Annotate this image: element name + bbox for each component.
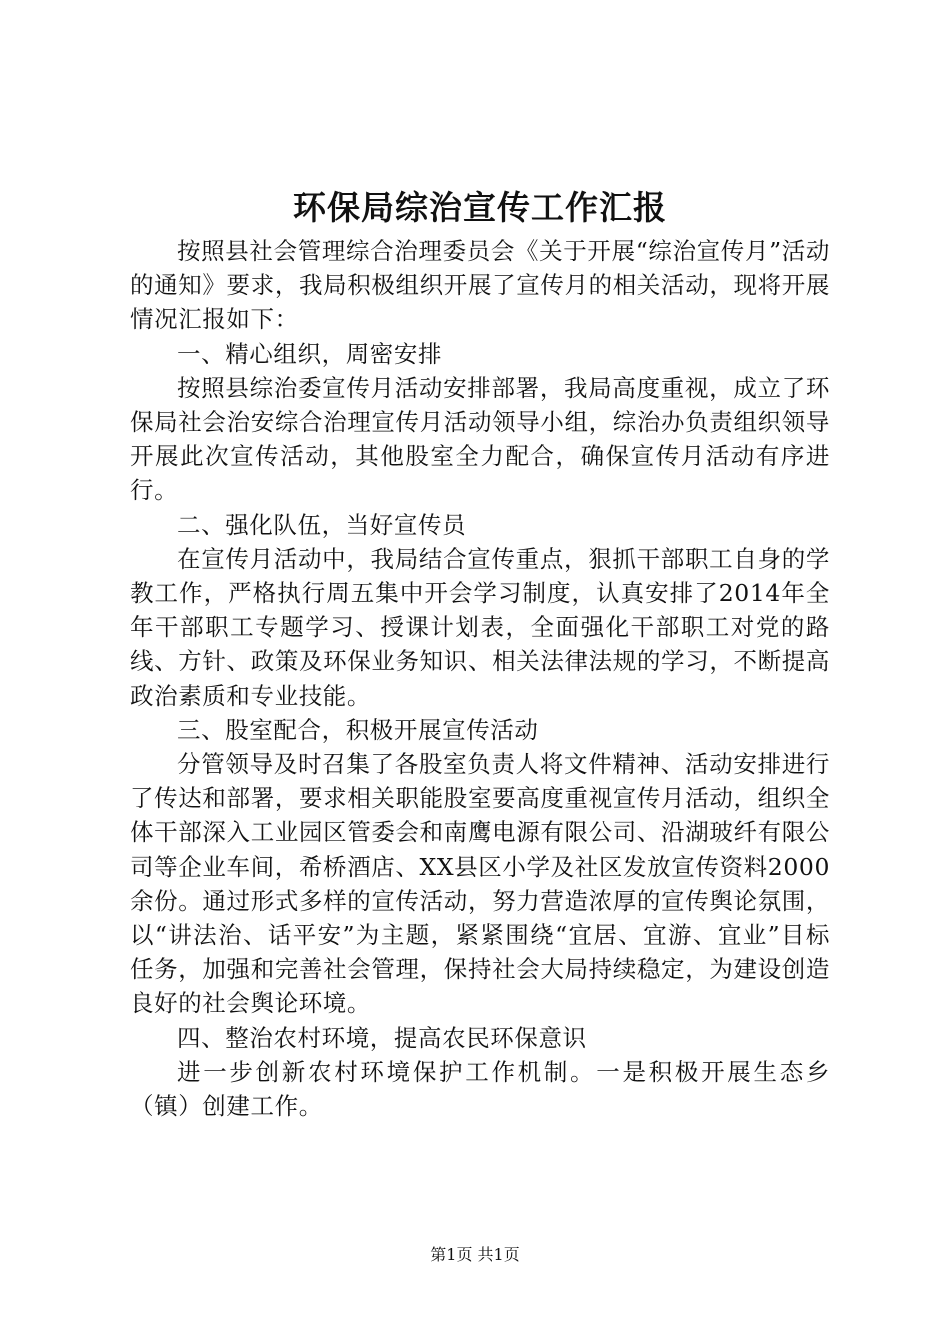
paragraph-section-1: 按照县综治委宣传月活动安排部署，我局高度重视，成立了环保局社会治安综合治理宣传月活动领导小组，综治办负责组织领导开展此次宣传活动，其他股室全力配合，确保宣传月活动有序进行。 xyxy=(130,373,830,505)
paragraph-section-2: 在宣传月活动中，我局结合宣传重点，狠抓干部职工自身的学教工作，严格执行周五集中开会学习制度，认真安排了2014年全年干部职工专题学习、授课计划表，全面强化干部职工对党的路线、方针、政策及环保业务知识、相关法律法规的学习，不断提高政治素质和专业技能。 xyxy=(130,544,830,710)
section-heading-2: 二、强化队伍，当好宣传员 xyxy=(177,510,467,539)
section-heading-1: 一、精心组织，周密安排 xyxy=(177,339,443,368)
section-heading-3: 三、股室配合，积极开展宣传活动 xyxy=(177,715,539,744)
page-footer: 第1页 共1页 xyxy=(430,1245,520,1264)
paragraph-section-3: 分管领导及时召集了各股室负责人将文件精神、活动安排进行了传达和部署，要求相关职能股室要高度重视宣传月活动，组织全体干部深入工业园区管委会和南鹰电源有限公司、沿湖玻纤有限公司等企业车间，希桥酒店、XX县区小学及社区发放宣传资料2000余份。通过形式多样的宣传活动，努力营造浓厚的宣传舆论氛围，以“讲法治、话平安”为主题，紧紧围绕“宜居、宜游、宜业”目标任务，加强和完善社会管理，保持社会大局持续稳定，为建设创造良好的社会舆论环境。 xyxy=(130,750,830,1018)
document-title: 环保局综治宣传工作汇报 xyxy=(293,188,667,227)
paragraph-section-4: 进一步创新农村环境保护工作机制。一是积极开展生态乡（镇）创建工作。 xyxy=(130,1057,830,1121)
section-heading-4: 四、整治农村环境，提高农民环保意识 xyxy=(177,1023,587,1052)
paragraph-intro: 按照县社会管理综合治理委员会《关于开展“综治宣传月”活动的通知》要求，我局积极组织开展了宣传月的相关活动，现将开展情况汇报如下： xyxy=(130,237,830,334)
document-body xyxy=(130,234,830,1123)
